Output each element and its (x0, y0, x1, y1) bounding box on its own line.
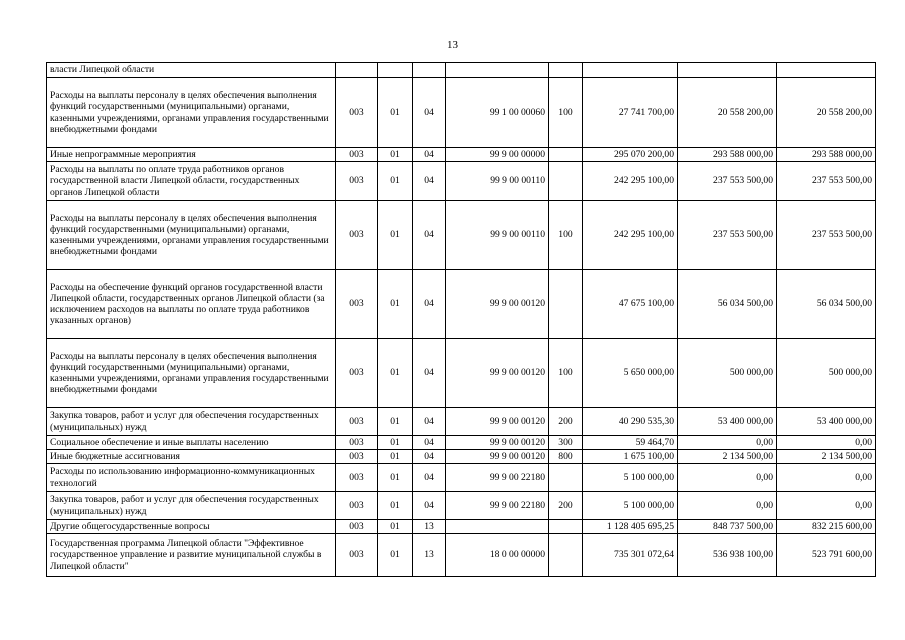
row-subsection-code: 04 (413, 148, 446, 162)
row-target-article: 99 9 00 00120 (446, 270, 549, 339)
budget-table (46, 62, 876, 577)
row-ved-code: 003 (336, 534, 378, 577)
row-amount-year1: 1 128 405 695,25 (583, 520, 678, 534)
row-amount-year3 (777, 63, 876, 78)
row-expense-type: 100 (549, 201, 583, 270)
row-amount-year2: 2 134 500,00 (678, 450, 777, 464)
row-amount-year1: 242 295 100,00 (583, 201, 678, 270)
row-target-article: 99 9 00 00120 (446, 339, 549, 408)
row-section-code: 01 (378, 270, 413, 339)
table-row (47, 78, 876, 148)
row-ved-code: 003 (336, 78, 378, 148)
row-amount-year2: 536 938 100,00 (678, 534, 777, 577)
row-expense-type: 300 (549, 436, 583, 450)
row-amount-year2: 293 588 000,00 (678, 148, 777, 162)
row-name: Другие общегосударственные вопросы (47, 520, 336, 534)
row-name: Расходы на обеспечение функций органов государственной власти Липецкой области, государственных органов Липецкой области (за исключением расходов на выплаты по оплате труда работников указанных органов) (47, 270, 336, 339)
row-target-article: 99 9 00 22180 (446, 464, 549, 492)
row-amount-year2: 53 400 000,00 (678, 408, 777, 436)
row-expense-type: 100 (549, 339, 583, 408)
row-amount-year2: 500 000,00 (678, 339, 777, 408)
row-name: Закупка товаров, работ и услуг для обеспечения государственных (муниципальных) нужд (47, 492, 336, 520)
table-row (47, 464, 876, 492)
row-section-code: 01 (378, 436, 413, 450)
row-section-code: 01 (378, 339, 413, 408)
row-subsection-code (413, 63, 446, 78)
table-row (47, 201, 876, 270)
row-amount-year3: 500 000,00 (777, 339, 876, 408)
row-expense-type (549, 534, 583, 577)
row-amount-year1: 295 070 200,00 (583, 148, 678, 162)
page-number: 13 (447, 39, 458, 51)
row-ved-code: 003 (336, 464, 378, 492)
row-amount-year1 (583, 63, 678, 78)
row-amount-year1: 735 301 072,64 (583, 534, 678, 577)
row-target-article: 99 9 00 00120 (446, 450, 549, 464)
row-ved-code: 003 (336, 450, 378, 464)
row-expense-type: 100 (549, 78, 583, 148)
row-ved-code: 003 (336, 436, 378, 450)
row-name: Социальное обеспечение и иные выплаты населению (47, 436, 336, 450)
row-name: Расходы на выплаты персоналу в целях обеспечения выполнения функций государственными (муниципальными) органами, казенными учреждениями, органами управления государственными внебюджетными фондами (47, 339, 336, 408)
row-ved-code: 003 (336, 492, 378, 520)
row-target-article: 99 9 00 22180 (446, 492, 549, 520)
row-amount-year2: 237 553 500,00 (678, 201, 777, 270)
row-section-code: 01 (378, 78, 413, 148)
row-expense-type (549, 270, 583, 339)
row-ved-code: 003 (336, 520, 378, 534)
row-name: Государственная программа Липецкой области "Эффективное государственное управление и развитие муниципальной службы в Липецкой области" (47, 534, 336, 577)
table-row (47, 534, 876, 577)
row-amount-year2: 237 553 500,00 (678, 162, 777, 201)
row-expense-type (549, 162, 583, 201)
row-amount-year2: 20 558 200,00 (678, 78, 777, 148)
row-ved-code: 003 (336, 148, 378, 162)
row-expense-type (549, 148, 583, 162)
row-amount-year3: 293 588 000,00 (777, 148, 876, 162)
row-subsection-code: 04 (413, 78, 446, 148)
table-row (47, 520, 876, 534)
row-name: Расходы на выплаты по оплате труда работников органов государственной власти Липецкой области, государственных органов Липецкой области (47, 162, 336, 201)
row-amount-year2: 848 737 500,00 (678, 520, 777, 534)
table-row (47, 148, 876, 162)
row-target-article: 99 9 00 00000 (446, 148, 549, 162)
row-section-code: 01 (378, 450, 413, 464)
row-target-article: 18 0 00 00000 (446, 534, 549, 577)
row-amount-year3: 237 553 500,00 (777, 162, 876, 201)
row-target-article (446, 63, 549, 78)
row-subsection-code: 04 (413, 450, 446, 464)
row-amount-year3: 832 215 600,00 (777, 520, 876, 534)
row-subsection-code: 04 (413, 408, 446, 436)
row-expense-type: 200 (549, 492, 583, 520)
row-ved-code: 003 (336, 408, 378, 436)
row-subsection-code: 04 (413, 339, 446, 408)
table-row (47, 270, 876, 339)
row-name: Расходы по использованию информационно-коммуникационных технологий (47, 464, 336, 492)
row-section-code (378, 63, 413, 78)
row-amount-year2: 0,00 (678, 492, 777, 520)
row-amount-year2: 56 034 500,00 (678, 270, 777, 339)
row-amount-year3: 523 791 600,00 (777, 534, 876, 577)
row-subsection-code: 04 (413, 270, 446, 339)
row-amount-year1: 5 650 000,00 (583, 339, 678, 408)
row-target-article: 99 9 00 00110 (446, 162, 549, 201)
row-section-code: 01 (378, 492, 413, 520)
row-amount-year1: 27 741 700,00 (583, 78, 678, 148)
row-amount-year1: 1 675 100,00 (583, 450, 678, 464)
table-row (47, 63, 876, 78)
row-amount-year3: 20 558 200,00 (777, 78, 876, 148)
row-amount-year1: 40 290 535,30 (583, 408, 678, 436)
row-ved-code: 003 (336, 339, 378, 408)
row-name: Закупка товаров, работ и услуг для обеспечения государственных (муниципальных) нужд (47, 408, 336, 436)
row-amount-year3: 53 400 000,00 (777, 408, 876, 436)
table-row (47, 162, 876, 201)
row-target-article: 99 1 00 00060 (446, 78, 549, 148)
row-amount-year1: 59 464,70 (583, 436, 678, 450)
row-name: Расходы на выплаты персоналу в целях обеспечения выполнения функций государственными (муниципальными) органами, казенными учреждениями, органами управления государственными внебюджетными фондами (47, 201, 336, 270)
row-amount-year2: 0,00 (678, 464, 777, 492)
row-amount-year3: 56 034 500,00 (777, 270, 876, 339)
table-row (47, 408, 876, 436)
row-subsection-code: 04 (413, 492, 446, 520)
row-section-code: 01 (378, 162, 413, 201)
row-subsection-code: 13 (413, 534, 446, 577)
row-target-article: 99 9 00 00120 (446, 436, 549, 450)
row-amount-year2 (678, 63, 777, 78)
row-section-code: 01 (378, 464, 413, 492)
row-section-code: 01 (378, 534, 413, 577)
row-amount-year1: 47 675 100,00 (583, 270, 678, 339)
row-amount-year1: 242 295 100,00 (583, 162, 678, 201)
row-section-code: 01 (378, 148, 413, 162)
row-expense-type: 200 (549, 408, 583, 436)
row-ved-code (336, 63, 378, 78)
row-ved-code: 003 (336, 162, 378, 201)
row-expense-type (549, 63, 583, 78)
row-amount-year3: 0,00 (777, 492, 876, 520)
row-section-code: 01 (378, 408, 413, 436)
row-expense-type (549, 464, 583, 492)
row-subsection-code: 13 (413, 520, 446, 534)
row-name: Иные непрограммные мероприятия (47, 148, 336, 162)
row-expense-type (549, 520, 583, 534)
row-section-code: 01 (378, 201, 413, 270)
row-amount-year3: 2 134 500,00 (777, 450, 876, 464)
row-amount-year2: 0,00 (678, 436, 777, 450)
row-ved-code: 003 (336, 270, 378, 339)
row-target-article: 99 9 00 00120 (446, 408, 549, 436)
row-expense-type: 800 (549, 450, 583, 464)
table-row (47, 492, 876, 520)
table-row (47, 436, 876, 450)
row-subsection-code: 04 (413, 162, 446, 201)
row-subsection-code: 04 (413, 201, 446, 270)
row-name: Иные бюджетные ассигнования (47, 450, 336, 464)
row-amount-year1: 5 100 000,00 (583, 492, 678, 520)
row-name: власти Липецкой области (47, 63, 336, 78)
table-row (47, 339, 876, 408)
row-subsection-code: 04 (413, 464, 446, 492)
row-target-article: 99 9 00 00110 (446, 201, 549, 270)
row-subsection-code: 04 (413, 436, 446, 450)
row-section-code: 01 (378, 520, 413, 534)
table-row (47, 450, 876, 464)
row-ved-code: 003 (336, 201, 378, 270)
row-amount-year3: 0,00 (777, 464, 876, 492)
row-amount-year1: 5 100 000,00 (583, 464, 678, 492)
row-amount-year3: 0,00 (777, 436, 876, 450)
row-target-article (446, 520, 549, 534)
row-amount-year3: 237 553 500,00 (777, 201, 876, 270)
row-name: Расходы на выплаты персоналу в целях обеспечения выполнения функций государственными (муниципальными) органами, казенными учреждениями, органами управления государственными внебюджетными фондами (47, 78, 336, 148)
